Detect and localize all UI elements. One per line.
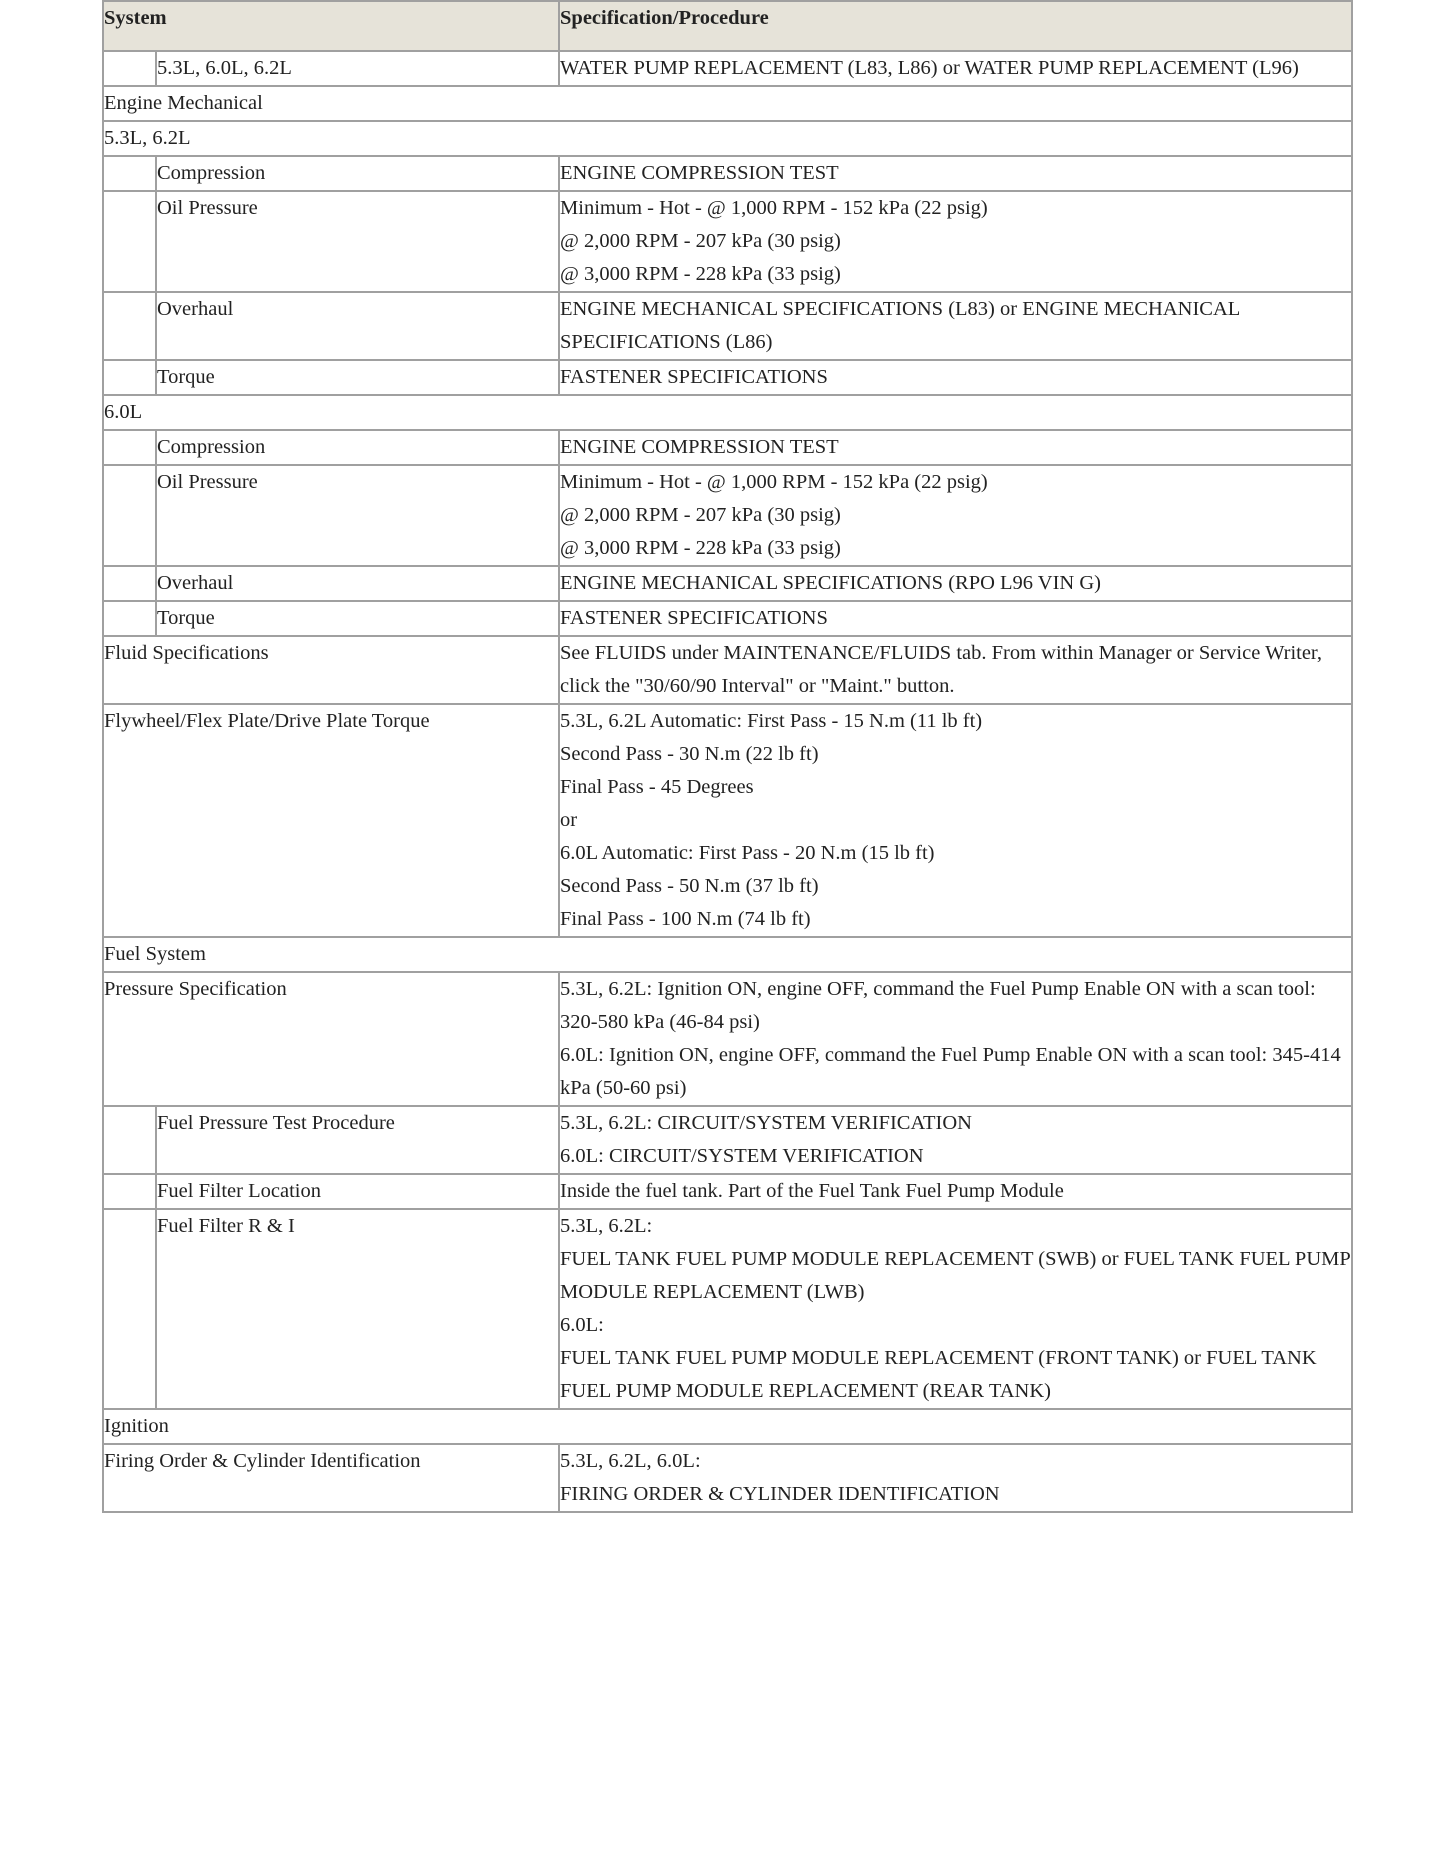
table-row [103,465,1352,566]
system-name-cell: Firing Order & Cylinder Identification [103,1444,559,1512]
spec-line: Second Pass - 30 N.m (22 lb ft) [560,743,819,765]
indent-cell [103,465,156,566]
spec-line: FIRING ORDER & CYLINDER IDENTIFICATION [560,1483,1000,1505]
indent-cell [103,191,156,292]
table-row [103,1106,1352,1174]
subsection-heading: 6.0L [103,395,1352,430]
section-row [103,1409,1352,1444]
spec-line: 6.0L: CIRCUIT/SYSTEM VERIFICATION [560,1145,924,1167]
spec-cell [559,360,1352,395]
spec-line: 5.3L, 6.2L Automatic: First Pass - 15 N.m (11 lb ft) [560,710,983,732]
section-row [103,937,1352,972]
spec-cell [559,636,1352,704]
spec-line: @ 2,000 RPM - 207 kPa (30 psig) [560,230,841,252]
table-row [103,1174,1352,1209]
spec-line: Final Pass - 45 Degrees [560,776,754,798]
spec-cell [559,292,1352,360]
spec-line: 6.0L Automatic: First Pass - 20 N.m (15 lb ft) [560,842,935,864]
spec-line: ENGINE MECHANICAL SPECIFICATIONS (L83) or ENGINE MECHANICAL SPECIFICATIONS (L86) [560,298,1240,353]
indent-cell [103,566,156,601]
spec-cell [559,1209,1352,1409]
table-row [103,972,1352,1106]
spec-line: See FLUIDS under MAINTENANCE/FLUIDS tab. From within Manager or Service Writer, click the "30/60/90 Interval" or "Maint." button. [560,642,1323,697]
spec-cell [559,430,1352,465]
table-row [103,601,1352,636]
system-name-cell: Compression [156,156,559,191]
table-row [103,156,1352,191]
spec-line: FASTENER SPECIFICATIONS [560,607,828,629]
spec-line: 5.3L, 6.2L, 6.0L: [560,1450,701,1472]
system-name-cell: Compression [156,430,559,465]
column-header-system: System [103,1,559,51]
spec-line: 5.3L, 6.2L: Ignition ON, engine OFF, command the Fuel Pump Enable ON with a scan tool: 320-580 kPa (46-84 psi) [560,978,1316,1033]
system-name-cell: 5.3L, 6.0L, 6.2L [156,51,559,86]
system-name-cell: Overhaul [156,566,559,601]
indent-cell [103,430,156,465]
spec-line: Minimum - Hot - @ 1,000 RPM - 152 kPa (22 psig) [560,197,988,219]
table-row [103,360,1352,395]
subsection-row [103,121,1352,156]
spec-cell [559,566,1352,601]
system-name-cell: Oil Pressure [156,465,559,566]
spec-line: FUEL TANK FUEL PUMP MODULE REPLACEMENT (SWB) or FUEL TANK FUEL PUMP MODULE REPLACEMENT (LWB) [560,1248,1351,1303]
spec-cell [559,704,1352,937]
section-heading: Ignition [103,1409,1352,1444]
section-heading: Fuel System [103,937,1352,972]
section-row [103,86,1352,121]
table-row [103,430,1352,465]
spec-line: Final Pass - 100 N.m (74 lb ft) [560,908,811,930]
system-name-cell: Fuel Filter R & I [156,1209,559,1409]
table-row [103,51,1352,86]
spec-line: FUEL TANK FUEL PUMP MODULE REPLACEMENT (FRONT TANK) or FUEL TANK FUEL PUMP MODULE REPLACEMENT (REAR TANK) [560,1347,1317,1402]
spec-cell [559,1444,1352,1512]
indent-cell [103,1174,156,1209]
table-header-row [103,1,1352,51]
spec-line: FASTENER SPECIFICATIONS [560,366,828,388]
spec-line: 5.3L, 6.2L: CIRCUIT/SYSTEM VERIFICATION [560,1112,972,1134]
spec-line: WATER PUMP REPLACEMENT (L83, L86) or WATER PUMP REPLACEMENT (L96) [560,57,1299,79]
indent-cell [103,51,156,86]
table-row [103,292,1352,360]
spec-cell [559,465,1352,566]
spec-line: ENGINE COMPRESSION TEST [560,162,839,184]
table-row [103,704,1352,937]
table-row [103,1209,1352,1409]
system-name-cell: Overhaul [156,292,559,360]
system-name-cell: Torque [156,360,559,395]
system-name-cell: Flywheel/Flex Plate/Drive Plate Torque [103,704,559,937]
spec-cell [559,51,1352,86]
spec-line: 5.3L, 6.2L: [560,1215,653,1237]
system-name-cell: Fuel Filter Location [156,1174,559,1209]
subsection-heading: 5.3L, 6.2L [103,121,1352,156]
system-name-cell: Pressure Specification [103,972,559,1106]
indent-cell [103,156,156,191]
indent-cell [103,292,156,360]
system-name-cell: Torque [156,601,559,636]
table-row [103,1444,1352,1512]
spec-line: Inside the fuel tank. Part of the Fuel Tank Fuel Pump Module [560,1180,1064,1202]
spec-cell [559,601,1352,636]
spec-cell [559,1174,1352,1209]
spec-line: ENGINE MECHANICAL SPECIFICATIONS (RPO L96 VIN G) [560,572,1101,594]
spec-line: or [560,809,578,831]
table-row [103,636,1352,704]
indent-cell [103,1209,156,1409]
table-row [103,566,1352,601]
subsection-row [103,395,1352,430]
specifications-table [102,0,1353,1513]
spec-line: @ 3,000 RPM - 228 kPa (33 psig) [560,263,841,285]
spec-cell [559,156,1352,191]
spec-line: Minimum - Hot - @ 1,000 RPM - 152 kPa (22 psig) [560,471,988,493]
table-row [103,191,1352,292]
system-name-cell: Oil Pressure [156,191,559,292]
spec-cell [559,1106,1352,1174]
spec-line: @ 2,000 RPM - 207 kPa (30 psig) [560,504,841,526]
spec-cell [559,191,1352,292]
spec-cell [559,972,1352,1106]
indent-cell [103,1106,156,1174]
spec-line: 6.0L: Ignition ON, engine OFF, command the Fuel Pump Enable ON with a scan tool: 345-414 kPa (50-60 psi) [560,1044,1341,1099]
system-name-cell: Fuel Pressure Test Procedure [156,1106,559,1174]
spec-line: ENGINE COMPRESSION TEST [560,436,839,458]
indent-cell [103,360,156,395]
indent-cell [103,601,156,636]
section-heading: Engine Mechanical [103,86,1352,121]
spec-line: @ 3,000 RPM - 228 kPa (33 psig) [560,537,841,559]
column-header-specification: Specification/Procedure [559,1,1352,51]
spec-line: 6.0L: [560,1314,604,1336]
spec-line: Second Pass - 50 N.m (37 lb ft) [560,875,819,897]
system-name-cell: Fluid Specifications [103,636,559,704]
